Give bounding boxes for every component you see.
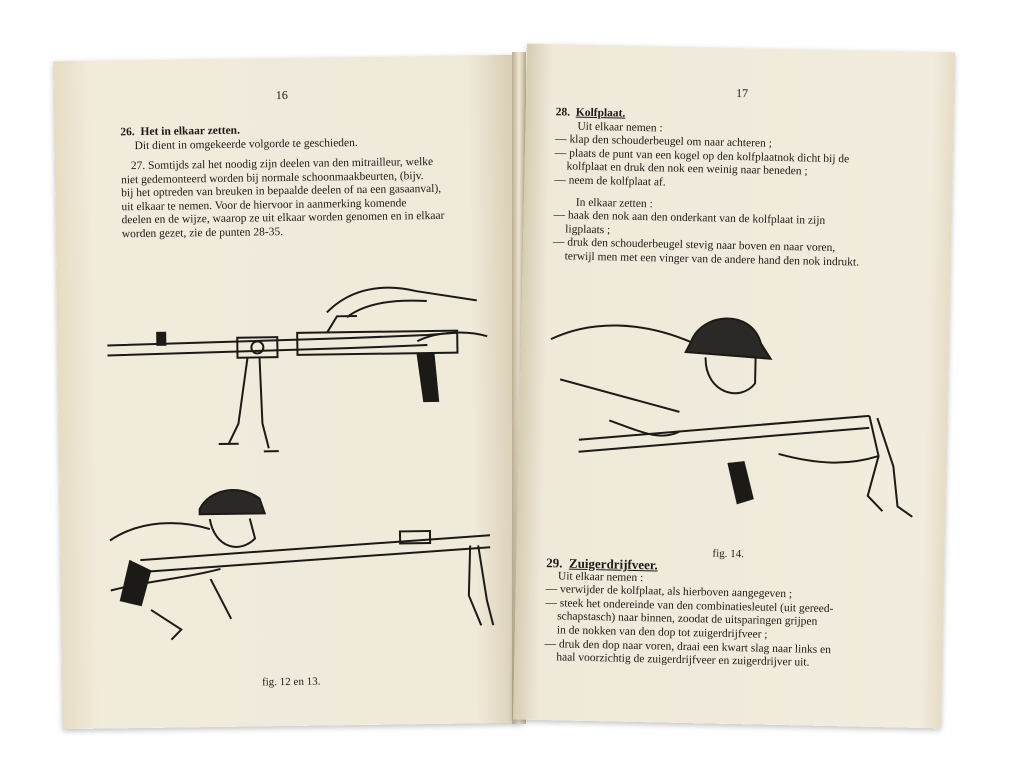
section-28-step: kolfplaat en druk den nok een weinig naar beneden ; bbox=[566, 160, 808, 178]
section-28-step: — haak den nok aan den onderkant van de kolfplaat in zijn bbox=[553, 209, 826, 228]
section-29-step: — steek het ondereinde van den combinatiesleutel (uit gereed- bbox=[545, 596, 834, 615]
section-28-subheading-assemble: In elkaar zetten : bbox=[575, 196, 653, 210]
section-26-title: Het in elkaar zetten. bbox=[140, 124, 240, 139]
section-29-step: schapstasch) naar binnen, zoodat de uitsparingen grijpen bbox=[557, 610, 818, 629]
section-29-title: Zuigerdrijfveer. bbox=[568, 555, 658, 573]
section-27-line: uit elkaar te nemen. Voor de hiervoor in aanmerking komende bbox=[121, 197, 407, 214]
section-28-step: — plaats de punt van een kogel op den kolfplaatnok dicht bij de bbox=[554, 146, 850, 166]
section-29-step: — verwijder de kolfplaat, als hierboven aangegeven ; bbox=[545, 583, 793, 601]
figure-12-13-caption: fig. 12 en 13. bbox=[261, 675, 321, 689]
section-29-subheading-disassemble: Uit elkaar nemen : bbox=[557, 569, 644, 584]
figure-14-caption: fig. 14. bbox=[712, 547, 745, 561]
page-number-left: 16 bbox=[275, 87, 288, 103]
section-27-line: bij het optreden van breuken in bepaalde deelen of na een gasaanval), bbox=[121, 183, 442, 200]
section-27-line: 27. Somtijds zal het noodig zijn deelen van den mitrailleur, welke bbox=[130, 155, 434, 173]
section-28-step: — druk den schouderbeugel stevig naar boven en naar voren, bbox=[552, 236, 836, 255]
figure-12-illustration bbox=[96, 270, 499, 476]
section-27-line: worden gezet, zie de punten 28-35. bbox=[121, 226, 284, 241]
section-26-text: Dit dient in omgekeerde volgorde te geschieden. bbox=[134, 136, 358, 152]
section-28-step: — neem de kolfplaat af. bbox=[554, 174, 666, 189]
section-28-title: Kolfplaat. bbox=[575, 106, 626, 120]
section-26 bbox=[120, 121, 490, 153]
page-number-right: 17 bbox=[735, 85, 749, 101]
section-28-number: 28. bbox=[555, 106, 571, 119]
section-29 bbox=[544, 556, 926, 673]
section-28-step: — klap den schouderbeugel om naar achteren ; bbox=[554, 133, 773, 150]
section-29-step: — druk den dop naar voren, draai een kwart slag naar links en bbox=[544, 637, 832, 656]
left-page bbox=[53, 55, 522, 729]
section-28-step: ligplaats ; bbox=[565, 223, 611, 237]
section-28-subheading-disassemble: Uit elkaar nemen : bbox=[577, 120, 663, 135]
section-27-line: niet gedemonteerd worden bij normale schoonmaakbeurten, (bijv. bbox=[120, 169, 424, 186]
figure-13-illustration bbox=[99, 475, 502, 681]
section-28-step: terwijl men met een vinger van de andere hand den nok indrukt. bbox=[564, 250, 860, 269]
section-29-step: in de nokken van den dop tot zuigerdrijfveer ; bbox=[556, 624, 768, 641]
figure-14-illustration bbox=[537, 299, 942, 547]
section-29-number: 29. bbox=[546, 555, 563, 571]
section-27 bbox=[121, 155, 502, 242]
section-29-step: haal voorzichtig de zuigerdrijfveer en zuigerdrijver uit. bbox=[556, 651, 810, 669]
section-28 bbox=[553, 106, 936, 271]
right-page bbox=[513, 44, 955, 729]
section-27-line: deelen en de wijze, waarop ze uit elkaar worden genomen en in elkaar bbox=[121, 210, 445, 227]
section-26-number: 26. bbox=[120, 126, 135, 139]
